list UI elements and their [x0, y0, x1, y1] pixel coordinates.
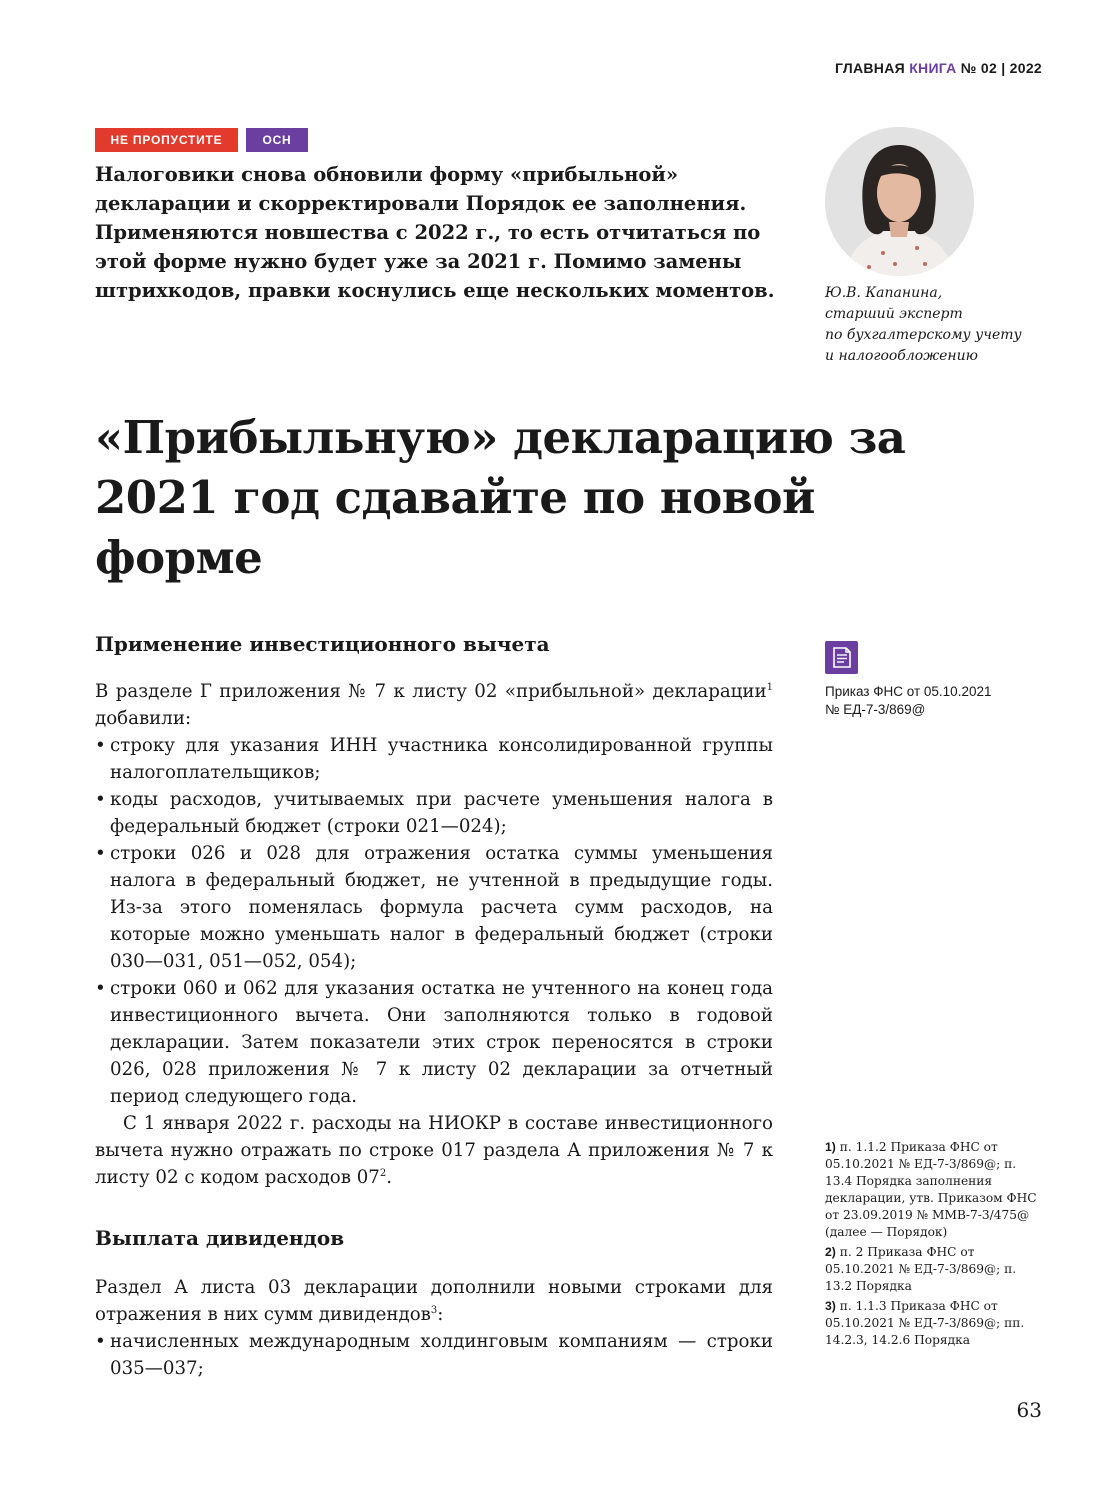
list-item: • строки 026 и 028 для отражения остатка суммы уменьшения налога в федеральный бюджет, не учтенной в предыдущие годы. Из-за этого поменялась формула расчета сумм расходов, на которые можно уменьшать налог в федеральный бюджет (строки 030—031, 051—052, 054); [95, 840, 773, 975]
header-part1: ГЛАВНАЯ [834, 60, 905, 76]
footnote-ref-3: 3 [430, 1304, 438, 1316]
header-issue: № 02 | 2022 [960, 60, 1042, 76]
page-number: 63 [1016, 1398, 1042, 1422]
section1-body [95, 678, 773, 1191]
lead-paragraph: Налоговики снова обновили форму «прибыльной» декларации и скорректировали Порядок ее заполнения. Применяются новшества с 2022 г., то есть отчитаться по этой форме нужно будет уже за 2021 г. Помимо замены штрихкодов, правки коснулись еще нескольких моментов. [95, 163, 775, 302]
section1-list [95, 732, 773, 1110]
tag-osn: ОСН [246, 128, 308, 152]
section1-paragraph: С 1 января 2022 г. расходы на НИОКР в составе инвестиционного вычета нужно отражать по строке 017 раздела А приложения № 7 к листу 02 с кодом расходов $07^2$. [95, 1113, 773, 1188]
author-name: Ю.В. Капанина, [825, 285, 943, 301]
footnote: 3) п. 1.1.3 Приказа ФНС от 05.10.2021 № ЕД-7-3/869@; пп. 14.2.3, 14.2.6 Порядка [825, 1299, 1025, 1347]
magazine-header [835, 60, 1042, 76]
author-role-1: старший эксперт [825, 306, 963, 322]
side-ref-line1: Приказ ФНС от 05.10.2021 [825, 684, 992, 699]
section2-body [95, 1274, 773, 1382]
list-item: • строки 060 и 062 для указания остатка не учтенного на конец года инвестиционного вычета. Они заполняются только в годовой декларации. Затем показатели этих строк переносятся в строки 026, 028 приложения № 7 к листу 02 декларации за отчетный период следующего года. [95, 975, 773, 1110]
author-photo [825, 127, 974, 276]
section2-intro: Раздел А листа 03 декларации дополнили новыми строками для отражения в них сумм дивидендов$^3$: [95, 1277, 773, 1325]
footnote: 2) п. 2 Приказа ФНС от 05.10.2021 № ЕД-7-3/869@; п. 13.2 Порядка [825, 1245, 1017, 1293]
author-role-3: и налогообложению [825, 348, 978, 364]
side-ref-line2: № ЕД-7-3/869@ [825, 702, 926, 717]
author-role-2: по бухгалтерскому учету [825, 327, 1022, 343]
section1-intro: В разделе Г приложения № 7 к листу 02 «прибыльной» декларации$^1$ добавили: [95, 681, 773, 729]
tags [95, 128, 308, 152]
header-part2: КНИГА [909, 60, 957, 76]
section2-heading: Выплата дивидендов [95, 1226, 345, 1250]
section2-list [95, 1328, 773, 1382]
footnotes [825, 1139, 1040, 1352]
article-title: «Прибыльную» декларацию за 2021 год сдавайте по новой форме [95, 411, 906, 584]
footnote-ref-2: 2 [379, 1167, 387, 1179]
author-caption [825, 283, 1045, 367]
tag-dont-miss: НЕ ПРОПУСТИТЕ [95, 128, 238, 152]
side-reference [825, 683, 1045, 719]
document-icon [825, 641, 858, 674]
footnote-ref-1: 1 [766, 681, 773, 693]
section1-heading: Применение инвестиционного вычета [95, 632, 550, 656]
list-item: • начисленных международным холдинговым компаниям — строки 035—037; [95, 1328, 773, 1382]
list-item: • коды расходов, учитываемых при расчете уменьшения налога в федеральный бюджет (строки 021—024); [95, 786, 773, 840]
footnote: 1) п. 1.1.2 Приказа ФНС от 05.10.2021 № ЕД-7-3/869@; п. 13.4 Порядка заполнения декларации, утв. Приказом ФНС от 23.09.2019 № ММВ-7-3/475@ (далее — Порядок) [825, 1140, 1037, 1239]
list-item: • строку для указания ИНН участника консолидированной группы налогоплательщиков; [95, 732, 773, 786]
